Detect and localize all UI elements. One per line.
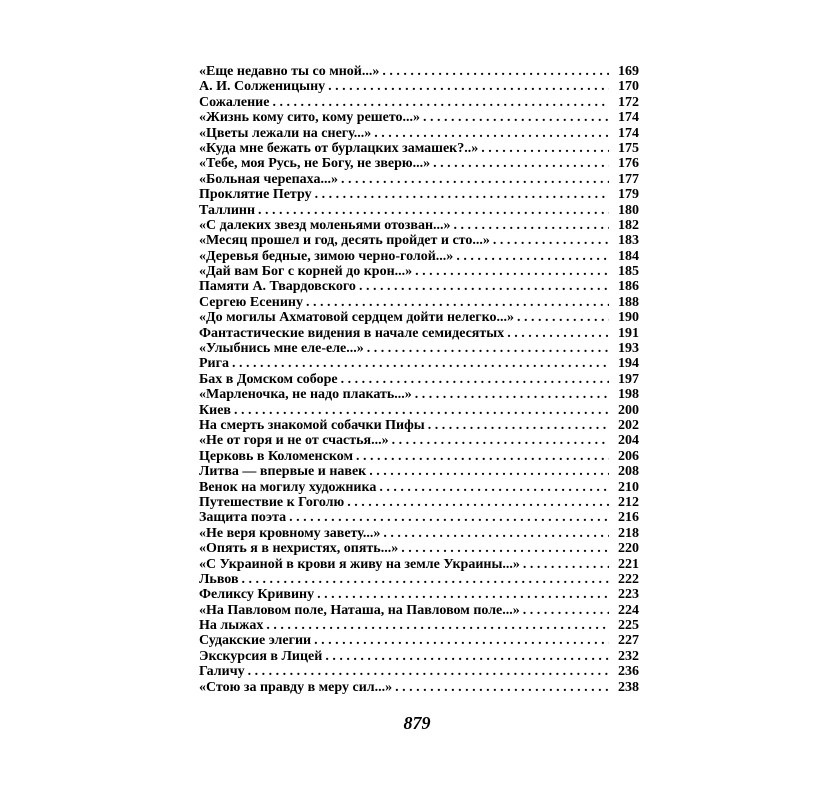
- table-of-contents: [199, 64, 639, 695]
- toc-entry-page: 206: [618, 448, 639, 464]
- toc-entry-page: 176: [618, 156, 639, 172]
- dot-leader: [507, 326, 609, 341]
- dot-leader: [341, 372, 609, 387]
- toc-entry-page: 198: [618, 387, 639, 403]
- toc-entry-title: Защита поэта: [199, 510, 287, 526]
- dot-leader: [493, 233, 609, 248]
- toc-entry-title: «Стою за правду в меру сил...»: [199, 679, 393, 695]
- toc-entry: [199, 64, 639, 79]
- toc-entry: [199, 403, 639, 418]
- toc-entry-page: 236: [618, 664, 639, 680]
- toc-entry-title: «С Украиной в крови я живу на земле Украины...»: [199, 556, 520, 572]
- dot-leader: [356, 449, 609, 464]
- dot-leader: [258, 203, 609, 218]
- dot-leader: [517, 310, 609, 325]
- toc-entry-page: 210: [618, 479, 639, 495]
- toc-entry-page: 191: [618, 325, 639, 341]
- toc-entry: [199, 433, 639, 448]
- toc-entry: [199, 249, 639, 264]
- toc-entry: [199, 587, 639, 602]
- dot-leader: [315, 187, 609, 202]
- toc-entry-page: 190: [618, 310, 639, 326]
- toc-entry: [199, 310, 639, 325]
- toc-entry: [199, 495, 639, 510]
- toc-entry-title: А. И. Солженицыну: [199, 79, 326, 95]
- toc-entry: [199, 233, 639, 248]
- toc-entry-title: «Куда мне бежать от бурлацких замашек?..»: [199, 140, 479, 156]
- dot-leader: [423, 110, 609, 125]
- toc-entry-title: Путешествие к Гоголю: [199, 494, 345, 510]
- toc-entry-title: «Еще недавно ты со мной...»: [199, 64, 380, 79]
- toc-entry-page: 218: [618, 525, 639, 541]
- toc-entry-title: Судакские элегии: [199, 633, 312, 649]
- toc-entry-page: 223: [618, 587, 639, 603]
- dot-leader: [367, 341, 609, 356]
- toc-entry: [199, 372, 639, 387]
- toc-entry: [199, 264, 639, 279]
- toc-entry-title: «Марленочка, не надо плакать...»: [199, 387, 412, 403]
- toc-entry-page: 227: [618, 633, 639, 649]
- toc-entry: [199, 449, 639, 464]
- toc-entry-page: 221: [618, 556, 639, 572]
- toc-entry-page: 172: [618, 94, 639, 110]
- toc-entry-title: «Жизнь кому сито, кому решето...»: [199, 110, 421, 126]
- toc-entry-title: «Не от горя и не от счастья...»: [199, 433, 389, 449]
- toc-entry-page: 208: [618, 464, 639, 480]
- toc-entry-page: 179: [618, 187, 639, 203]
- toc-entry-title: «Деревья бедные, зимою черно-голой...»: [199, 248, 454, 264]
- toc-entry-title: Киев: [199, 402, 231, 418]
- dot-leader: [383, 526, 609, 541]
- toc-entry-page: 193: [618, 341, 639, 357]
- toc-entry-page: 212: [618, 494, 639, 510]
- toc-entry: [199, 141, 639, 156]
- toc-entry: [199, 341, 639, 356]
- toc-entry-title: «Дай вам Бог с корней до крон...»: [199, 264, 413, 280]
- dot-leader: [317, 587, 609, 602]
- toc-entry-page: 169: [618, 64, 639, 79]
- toc-entry: [199, 418, 639, 433]
- dot-leader: [523, 557, 609, 572]
- toc-entry: [199, 572, 639, 587]
- dot-leader: [415, 264, 609, 279]
- dot-leader: [523, 603, 609, 618]
- toc-entry: [199, 218, 639, 233]
- toc-entry-title: «Цветы лежали на снегу...»: [199, 125, 372, 141]
- toc-entry-page: 222: [618, 571, 639, 587]
- toc-entry-page: 174: [618, 125, 639, 141]
- toc-entry-page: 194: [618, 356, 639, 372]
- toc-entry: [199, 387, 639, 402]
- toc-entry-page: 216: [618, 510, 639, 526]
- toc-entry-title: «Опять я в нехристях, опять...»: [199, 541, 399, 557]
- toc-entry-page: 174: [618, 110, 639, 126]
- dot-leader: [481, 141, 609, 156]
- dot-leader: [382, 64, 609, 79]
- toc-entry-page: 232: [618, 648, 639, 664]
- toc-entry-page: 238: [618, 679, 639, 695]
- dot-leader: [369, 464, 609, 479]
- toc-entry: [199, 557, 639, 572]
- toc-entry-title: «Тебе, моя Русь, не Богу, не зверю...»: [199, 156, 431, 172]
- toc-entry-title: Львов: [199, 571, 239, 587]
- toc-entry-title: Памяти А. Твардовского: [199, 279, 356, 295]
- toc-entry-title: Бах в Домском соборе: [199, 371, 338, 387]
- dot-leader: [341, 172, 609, 187]
- toc-entry: [199, 110, 639, 125]
- toc-entry: [199, 279, 639, 294]
- toc-entry: [199, 480, 639, 495]
- dot-leader: [454, 218, 609, 233]
- dot-leader: [289, 510, 609, 525]
- toc-entry: [199, 126, 639, 141]
- toc-entry-title: Экскурсия в Лицей: [199, 648, 323, 664]
- dot-leader: [325, 649, 609, 664]
- toc-entry-page: 220: [618, 541, 639, 557]
- toc-entry: [199, 603, 639, 618]
- toc-entry: [199, 295, 639, 310]
- toc-entry: [199, 172, 639, 187]
- toc-entry-page: 185: [618, 264, 639, 280]
- toc-entry-page: 204: [618, 433, 639, 449]
- toc-entry-page: 200: [618, 402, 639, 418]
- toc-entry-title: «Месяц прошел и год, десять пройдет и сто...»: [199, 233, 490, 249]
- toc-entry: [199, 664, 639, 679]
- toc-entry-title: «Не веря кровному завету...»: [199, 525, 381, 541]
- page-number: 879: [403, 713, 431, 733]
- dot-leader: [234, 403, 609, 418]
- dot-leader: [433, 156, 609, 171]
- toc-entry-title: Литва — впервые и навек: [199, 464, 367, 480]
- toc-entry-title: Венок на могилу художника: [199, 479, 377, 495]
- dot-leader: [415, 387, 609, 402]
- dot-leader: [328, 79, 609, 94]
- dot-leader: [306, 295, 609, 310]
- dot-leader: [232, 356, 609, 371]
- toc-entry-page: 224: [618, 602, 639, 618]
- toc-entry-title: Галичу: [199, 664, 245, 680]
- toc-entry: [199, 79, 639, 94]
- dot-leader: [401, 541, 609, 556]
- dot-leader: [248, 664, 609, 679]
- toc-entry-title: Фантастические видения в начале семидесятых: [199, 325, 505, 341]
- toc-entry: [199, 618, 639, 633]
- toc-entry-page: 188: [618, 294, 639, 310]
- toc-entry-page: 182: [618, 217, 639, 233]
- dot-leader: [392, 433, 609, 448]
- dot-leader: [359, 279, 609, 294]
- toc-entry-title: Феликсу Кривину: [199, 587, 315, 603]
- toc-entry: [199, 541, 639, 556]
- toc-entry-page: 175: [618, 140, 639, 156]
- toc-entry-title: Церковь в Коломенском: [199, 448, 353, 464]
- toc-entry: [199, 464, 639, 479]
- dot-leader: [395, 680, 609, 695]
- toc-entry: [199, 203, 639, 218]
- toc-entry-title: Проклятие Петру: [199, 187, 312, 203]
- toc-entry: [199, 326, 639, 341]
- toc-entry: [199, 633, 639, 648]
- toc-entry-title: Таллинн: [199, 202, 256, 218]
- toc-entry-title: «Больная черепаха...»: [199, 171, 338, 187]
- dot-leader: [272, 95, 609, 110]
- dot-leader: [456, 249, 609, 264]
- toc-entry-page: 183: [618, 233, 639, 249]
- dot-leader: [374, 126, 609, 141]
- toc-entry: [199, 649, 639, 664]
- toc-entry-title: Сожаление: [199, 94, 270, 110]
- toc-entry: [199, 510, 639, 525]
- dot-leader: [242, 572, 609, 587]
- toc-entry: [199, 526, 639, 541]
- toc-entry-title: «Улыбнись мне еле-еле...»: [199, 341, 364, 357]
- toc-entry: [199, 156, 639, 171]
- toc-entry-page: 197: [618, 371, 639, 387]
- toc-entry: [199, 187, 639, 202]
- toc-entry-page: 202: [618, 417, 639, 433]
- toc-entry-title: На смерть знакомой собачки Пифы: [199, 417, 425, 433]
- toc-entry-page: 225: [618, 618, 639, 634]
- toc-entry-title: «До могилы Ахматовой сердцем дойти нелегко...»: [199, 310, 515, 326]
- dot-leader: [314, 633, 609, 648]
- toc-entry-title: Рига: [199, 356, 229, 372]
- toc-entry-page: 184: [618, 248, 639, 264]
- toc-entry-page: 170: [618, 79, 639, 95]
- dot-leader: [379, 480, 609, 495]
- dot-leader: [266, 618, 609, 633]
- toc-entry: [199, 356, 639, 371]
- toc-entry-title: «На Павловом поле, Наташа, на Павловом поле...»: [199, 602, 520, 618]
- dot-leader: [347, 495, 609, 510]
- toc-entry-title: Сергею Есенину: [199, 294, 304, 310]
- toc-entry: [199, 680, 639, 695]
- toc-entry-title: «С далеких звезд моленьями отозван...»: [199, 217, 451, 233]
- toc-entry: [199, 95, 639, 110]
- toc-entry-page: 180: [618, 202, 639, 218]
- toc-entry-page: 177: [618, 171, 639, 187]
- dot-leader: [428, 418, 609, 433]
- toc-entry-title: На лыжах: [199, 618, 264, 634]
- toc-entry-page: 186: [618, 279, 639, 295]
